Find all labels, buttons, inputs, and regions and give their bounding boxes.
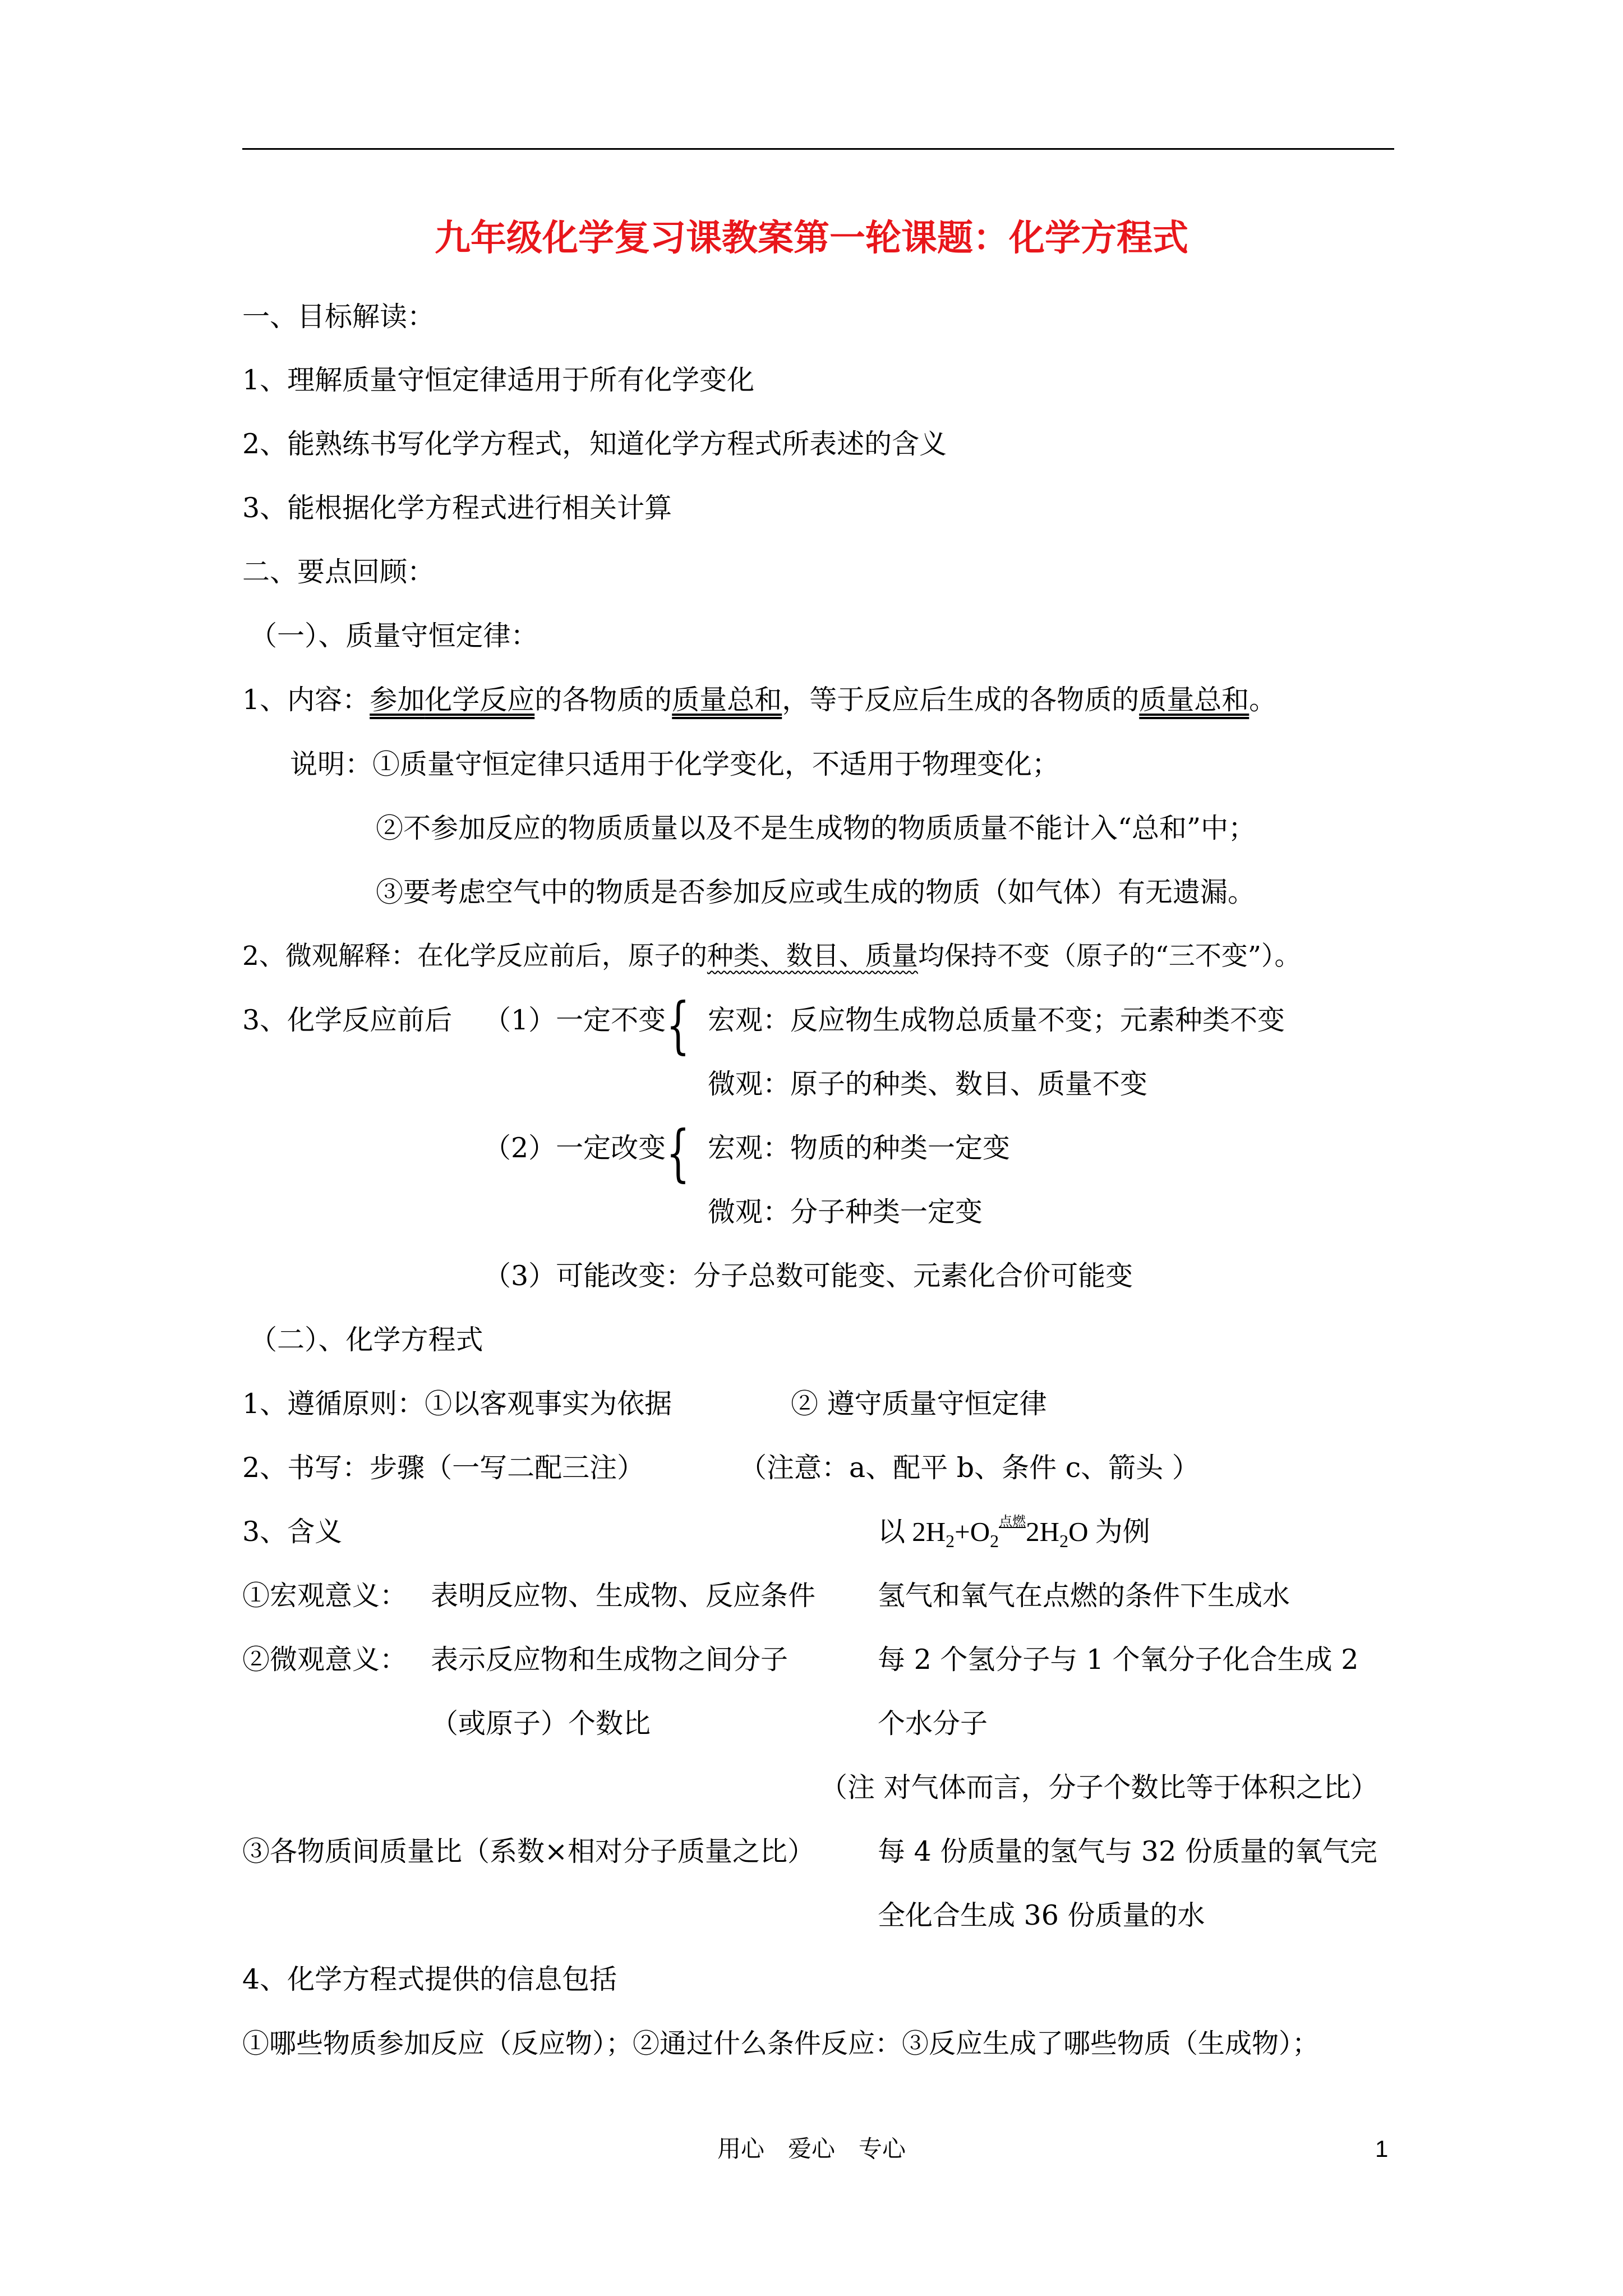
equation-example: [878, 1515, 1150, 1549]
subsection-heading: （二）、化学方程式: [250, 1324, 483, 1356]
equation-part: 2H: [1026, 1516, 1060, 1547]
equation-part: 以 2H: [878, 1516, 946, 1547]
info-text: ①哪些物质参加反应（反应物）；②通过什么条件反应：③反应生成了哪些物质（生成物）；: [242, 2028, 1320, 2059]
gas-note: （注 对气体而言，分子个数比等于体积之比）: [820, 1772, 1378, 1803]
macro-text: 表明反应物、生成物、反应条件: [431, 1580, 816, 1612]
brace-icon: {: [666, 1117, 690, 1189]
subsection-heading: （一）、质量守恒定律：: [250, 620, 538, 652]
underlined-term: 化学反应: [425, 684, 535, 716]
content-text: ，等于反应后生成的各物质的: [782, 684, 1140, 716]
micro-suffix: 均保持不变（原子的“三不变”）。: [917, 941, 1301, 972]
micro-example: 个水分子: [878, 1708, 988, 1740]
goal-item: 1、理解质量守恒定律适用于所有化学变化: [242, 364, 755, 396]
principle-two: ② 遵守质量守恒定律: [791, 1388, 1047, 1420]
underlined-term: 质量总和: [1139, 684, 1249, 716]
note-line: ②不参加反应的物质质量以及不是生成物的物质质量不能计入“总和”中；: [376, 812, 1256, 844]
writing-steps: 2、书写：步骤（一写二配三注）: [242, 1452, 645, 1484]
micro-text: 表示反应物和生成物之间分子: [431, 1644, 789, 1676]
goal-item: 2、能熟练书写化学方程式，知道化学方程式所表述的含义: [242, 428, 947, 460]
subscript: 2: [1059, 1530, 1069, 1551]
equation-part: +O: [955, 1516, 990, 1547]
underlined-term: 参加: [370, 684, 425, 716]
macro-label: ①宏观意义：: [242, 1580, 408, 1612]
writing-notes: （注意：a、配平 b、条件 c、箭头 ）: [739, 1452, 1200, 1484]
maybe-changed: （3）可能改变：分子总数可能变、元素化合价可能变: [483, 1260, 1133, 1292]
condition-label: 点燃: [999, 1515, 1026, 1529]
content-text: 的各物质的: [534, 684, 672, 716]
underlined-term: 质量总和: [672, 684, 782, 716]
micro-text: （或原子）个数比: [431, 1708, 651, 1740]
info-heading: 4、化学方程式提供的信息包括: [242, 1963, 617, 1995]
equation-part: O 为例: [1068, 1516, 1150, 1547]
principle-one: 1、遵循原则：①以客观事实为依据: [242, 1388, 672, 1420]
goal-item: 3、能根据化学方程式进行相关计算: [242, 492, 672, 524]
document-title: 九年级化学复习课教案第一轮课题：化学方程式: [435, 218, 1188, 259]
section-heading: 一、目标解读：: [242, 301, 435, 333]
mass-ratio-label: ③各物质间质量比（系数×相对分子质量之比）: [242, 1835, 815, 1867]
conservation-content: [242, 683, 1276, 717]
changed-label: （2）一定改变: [483, 1132, 666, 1164]
note-line: 说明：①质量守恒定律只适用于化学变化，不适用于物理变化；: [290, 748, 1060, 780]
macro-example: 氢气和氧气在点燃的条件下生成水: [878, 1580, 1290, 1612]
unchanged-label: （1）一定不变: [483, 1004, 666, 1036]
changed-macro: 宏观：物质的种类一定变: [708, 1132, 1011, 1164]
brace-icon: {: [666, 989, 690, 1061]
micro-label: ②微观意义：: [242, 1644, 408, 1676]
reaction-condition: [999, 1515, 1026, 1528]
micro-explanation: [242, 940, 1301, 973]
before-after-label: 3、化学反应前后: [242, 1004, 453, 1036]
unchanged-micro: 微观：原子的种类、数目、质量不变: [708, 1068, 1148, 1100]
changed-micro: 微观：分子种类一定变: [708, 1196, 983, 1228]
mass-example: 每 4 份质量的氢气与 32 份质量的氧气完: [878, 1835, 1377, 1867]
footer-motto: 用心 爱心 专心: [717, 2135, 906, 2162]
meaning-label: 3、含义: [242, 1516, 343, 1548]
page-number: 1: [1375, 2136, 1389, 2162]
micro-example: 每 2 个氢分子与 1 个氧分子化合生成 2: [878, 1644, 1359, 1676]
note-line: ③要考虑空气中的物质是否参加反应或生成的物质（如气体）有无遗漏。: [376, 876, 1256, 908]
content-prefix: 1、内容：: [242, 684, 370, 716]
mass-example: 全化合生成 36 份质量的水: [878, 1899, 1205, 1931]
subscript: 2: [946, 1530, 955, 1551]
section-heading: 二、要点回顾：: [242, 556, 435, 588]
unchanged-macro: 宏观：反应物生成物总质量不变；元素种类不变: [708, 1004, 1285, 1036]
subscript: 2: [990, 1530, 999, 1551]
content-text: 。: [1249, 684, 1277, 716]
header-rule: [242, 148, 1394, 150]
micro-prefix: 2、微观解释：在化学反应前后，原子的: [242, 941, 707, 972]
underlined-term: 种类、数目、质量: [707, 941, 918, 972]
